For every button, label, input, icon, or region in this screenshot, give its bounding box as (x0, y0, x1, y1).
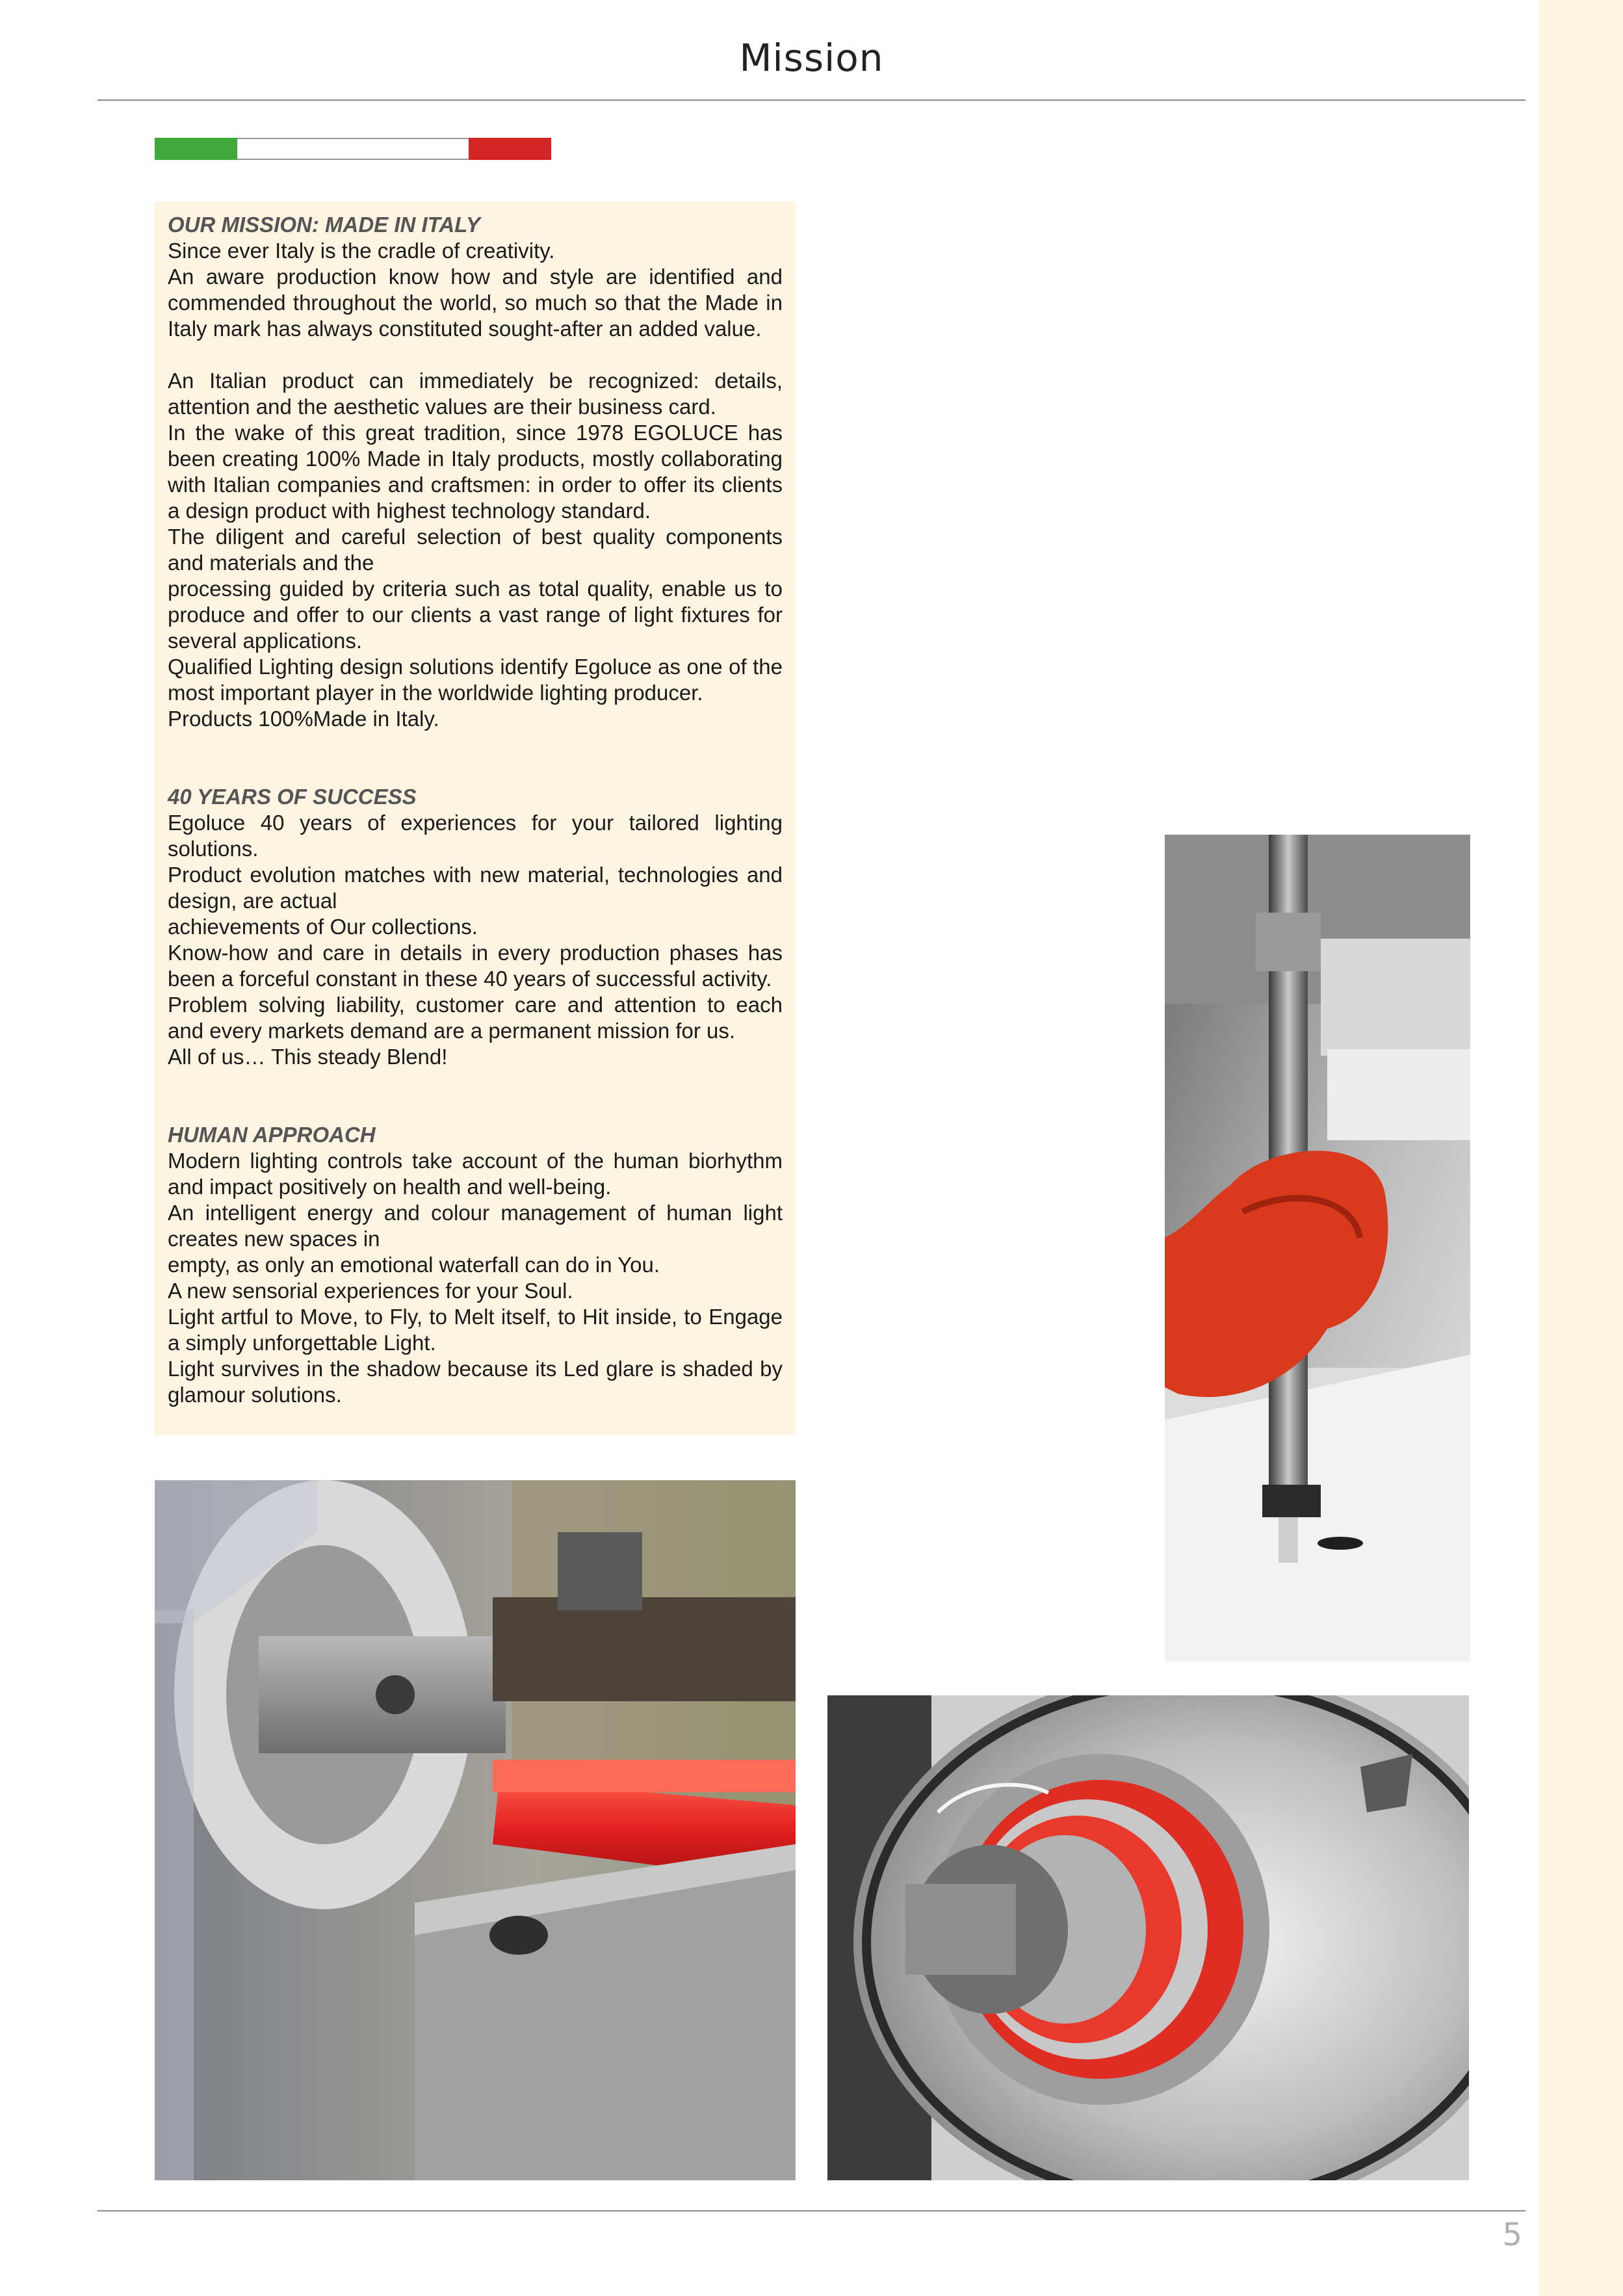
header-divider (97, 99, 1526, 101)
paragraph: A new sensorial experiences for your Soul. (168, 1279, 573, 1303)
photo-disc-red-ring-illustration (827, 1695, 1469, 2180)
paragraph: Product evolution matches with new material, technologies and design, are actual (168, 863, 783, 913)
paragraph: Know-how and care in details in every production phases has been a forceful constant in these 40 years of successful activity. (168, 941, 783, 991)
paragraph: Light survives in the shadow because its Led glare is shaded by glamour solutions. (168, 1357, 783, 1407)
footer-divider (97, 2210, 1526, 2211)
flag-green-stripe (155, 138, 237, 160)
paragraph: An Italian product can immediately be recognized: details, attention and the aesthetic values are their business card. (168, 369, 783, 419)
page-title: Mission (739, 36, 884, 80)
spacer (168, 1070, 783, 1122)
photo-disc-red-ring (827, 1695, 1469, 2180)
photo-lathe-red-part (155, 1480, 796, 2180)
paragraph: empty, as only an emotional waterfall can do in You. (168, 1253, 660, 1277)
section-title-success: 40 YEARS OF SUCCESS (168, 785, 417, 809)
spacer (168, 732, 783, 784)
paragraph: achievements of Our collections. (168, 915, 478, 939)
photo-lathe-red-part-illustration (155, 1480, 796, 2180)
paragraph: The diligent and careful selection of best quality components and materials and the (168, 525, 783, 575)
spacer (168, 342, 783, 368)
paragraph: All of us… This steady Blend! (168, 1045, 448, 1069)
italian-flag-bar (155, 138, 551, 160)
page-number: 5 (1502, 2217, 1522, 2253)
photo-assembly-glove (1165, 835, 1470, 1662)
flag-red-stripe (469, 138, 551, 160)
paragraph: Egoluce 40 years of experiences for your tailored lighting solutions. (168, 811, 783, 861)
paragraph: In the wake of this great tradition, since 1978 EGOLUCE has been creating 100% Made in Italy products, mostly collaborating with Italian companies and craftsmen: in order to offer its clients a design product with highest technology standard. (168, 421, 783, 523)
flag-white-stripe (237, 138, 469, 160)
paragraph: An aware production know how and style are identified and commended throughout the world, so much so that the Made in Italy mark has always constituted sought-after an added value. (168, 265, 783, 341)
paragraph: Problem solving liability, customer care and attention to each and every markets demand are a permanent mission for us. (168, 993, 783, 1043)
photo-assembly-glove-illustration (1165, 835, 1470, 1662)
paragraph: An intelligent energy and colour management of human light creates new spaces in (168, 1201, 783, 1251)
paragraph: Light artful to Move, to Fly, to Melt itself, to Hit inside, to Engage a simply unforgettable Light. (168, 1305, 783, 1355)
section-title-human-approach: HUMAN APPROACH (168, 1123, 376, 1147)
section-title-mission: OUR MISSION: MADE IN ITALY (168, 213, 480, 237)
side-color-band (1539, 0, 1623, 2296)
paragraph: Qualified Lighting design solutions identify Egoluce as one of the most important player in the worldwide lighting producer. (168, 655, 783, 705)
paragraph: processing guided by criteria such as total quality, enable us to produce and offer to our clients a vast range of light fixtures for several applications. (168, 577, 783, 653)
paragraph: Since ever Italy is the cradle of creativity. (168, 239, 555, 263)
paragraph: Modern lighting controls take account of the human biorhythm and impact positively on health and well-being. (168, 1149, 783, 1199)
paragraph: Products 100%Made in Italy. (168, 707, 439, 731)
mission-text-panel (155, 202, 796, 1435)
